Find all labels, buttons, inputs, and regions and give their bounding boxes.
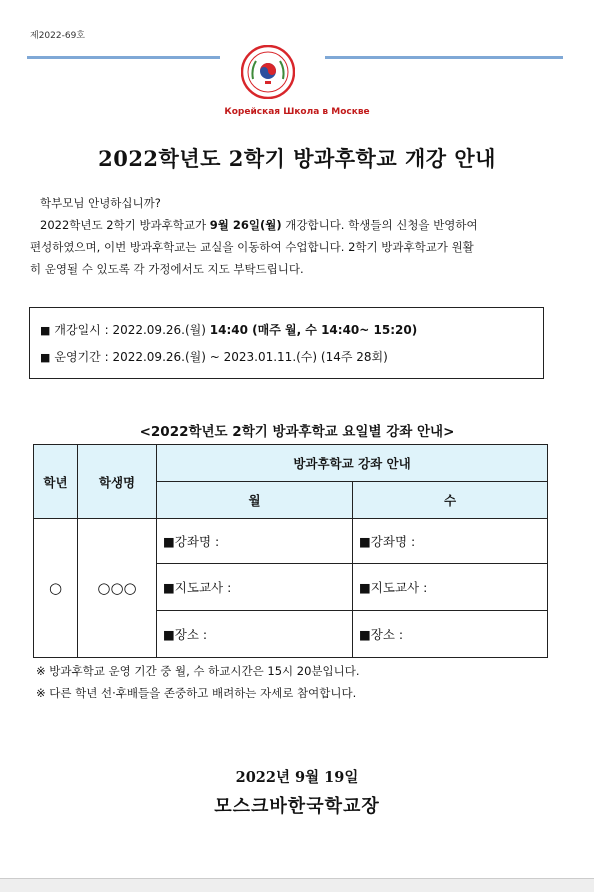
- open-label: 개강일시 : 2022.09.26.(월): [54, 323, 210, 337]
- header-grade: 학년: [34, 445, 78, 519]
- greeting-line: 학부모님 안녕하십니까?: [40, 196, 161, 210]
- page-title: 2022학년도 2학기 방과후학교 개강 안내: [98, 146, 496, 171]
- student-name-value: ○○○: [78, 519, 157, 658]
- wednesday-teacher: ■지도교사 :: [353, 564, 548, 611]
- course-table: [33, 444, 548, 658]
- page-bottom-bar: [0, 878, 594, 892]
- grade-value: ○: [34, 519, 78, 658]
- school-name-russian: Корейская Школа в Москве: [224, 107, 370, 117]
- notes: [36, 660, 360, 704]
- issue-date: 2022년 9월 19일: [235, 769, 359, 786]
- note-item: ※ 방과후학교 운영 기간 중 월, 수 하교시간은 15시 20분입니다.: [36, 664, 360, 678]
- intro-line-2-pre: 2022학년도 2학기 방과후학교가: [40, 218, 210, 232]
- document-number: 제2022-69호: [30, 31, 85, 41]
- school-emblem-icon: [241, 45, 295, 99]
- bullet-square: ■: [40, 351, 51, 364]
- wednesday-course-name: ■강좌명 :: [353, 519, 548, 564]
- open-date-bold: 9월 26일(월): [209, 218, 282, 232]
- open-datetime-row: [40, 321, 417, 338]
- header-student-name: 학생명: [78, 445, 157, 519]
- header-course-guide: 방과후학교 강좌 안내: [157, 445, 548, 482]
- header-line-right: [325, 56, 563, 59]
- period-text: 운영기간 : 2022.09.26.(월) ~ 2023.01.11.(수) (14주 28회): [54, 350, 388, 364]
- operation-period-row: [40, 348, 388, 365]
- monday-course-name: ■강좌명 :: [157, 519, 353, 564]
- intro-paragraph: [30, 192, 555, 280]
- monday-place: ■장소 :: [157, 611, 353, 658]
- table-title: <2022학년도 2학기 방과후학교 요일별 강좌 안내>: [139, 424, 455, 440]
- intro-line-2-post: 개강합니다. 학생들의 신청을 반영하여: [281, 218, 478, 232]
- schedule-info-box: [29, 307, 544, 379]
- principal-signature: 모스크바한국학교장: [214, 796, 380, 817]
- intro-line-4: 히 운영될 수 있도록 각 가정에서도 지도 부탁드립니다.: [30, 262, 304, 276]
- intro-line-3: 편성하였으며, 이번 방과후학교는 교실을 이동하여 수업합니다. 2학기 방과후학교가 원활: [30, 240, 474, 254]
- wednesday-place: ■장소 :: [353, 611, 548, 658]
- header-line-left: [27, 56, 220, 59]
- bullet-square: ■: [40, 324, 51, 337]
- monday-teacher: ■지도교사 :: [157, 564, 353, 611]
- note-item: ※ 다른 학년 선·후배들을 존중하고 배려하는 자세로 참여합니다.: [36, 686, 357, 700]
- header-day-monday: 월: [157, 482, 353, 519]
- header-day-wednesday: 수: [353, 482, 548, 519]
- intro-line-2: [30, 214, 555, 236]
- open-time-bold: 14:40 (매주 월, 수 14:40~ 15:20): [209, 323, 418, 337]
